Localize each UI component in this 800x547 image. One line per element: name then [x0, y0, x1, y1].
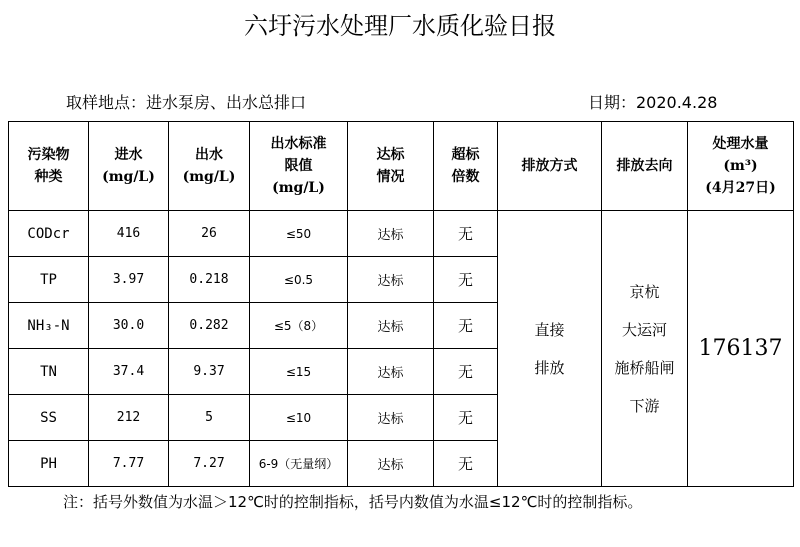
header-pollutant: 污染物 种类 [9, 122, 89, 211]
header-status: 达标 情况 [348, 122, 434, 211]
report-date: 日期：2020.4.28 [588, 93, 718, 112]
header-row [9, 122, 794, 211]
pollutant-cell: TP [9, 257, 89, 303]
header-volume: 处理水量 (m³) (4月27日) [688, 122, 794, 211]
influent-cell: 7.77 [89, 441, 169, 487]
footnote: 注：括号外数值为水温＞12℃时的控制指标，括号内数值为水温≤12℃时的控制指标。 [63, 493, 643, 511]
status-cell: 达标 [348, 395, 434, 441]
effluent-cell: 5 [169, 395, 250, 441]
influent-cell: 416 [89, 211, 169, 257]
water-quality-table [8, 121, 794, 487]
exceed-cell: 无 [434, 257, 498, 303]
header-effluent: 出水 (mg/L) [169, 122, 250, 211]
pollutant-cell: TN [9, 349, 89, 395]
pollutant-cell: CODcr [9, 211, 89, 257]
discharge-method-cell: 直接 排放 [498, 211, 602, 487]
treated-volume-cell: 176137 [688, 211, 794, 487]
status-cell: 达标 [348, 441, 434, 487]
exceed-cell: 无 [434, 349, 498, 395]
effluent-cell: 7.27 [169, 441, 250, 487]
header-method: 排放方式 [498, 122, 602, 211]
effluent-cell: 0.282 [169, 303, 250, 349]
effluent-cell: 0.218 [169, 257, 250, 303]
standard-cell: ≤5（8） [250, 303, 348, 349]
status-cell: 达标 [348, 257, 434, 303]
influent-cell: 212 [89, 395, 169, 441]
status-cell: 达标 [348, 349, 434, 395]
pollutant-cell: PH [9, 441, 89, 487]
header-destination: 排放去向 [602, 122, 688, 211]
exceed-cell: 无 [434, 211, 498, 257]
status-cell: 达标 [348, 303, 434, 349]
discharge-destination-cell: 京杭 大运河 施桥船闸 下游 [602, 211, 688, 487]
pollutant-cell: NH₃-N [9, 303, 89, 349]
pollutant-cell: SS [9, 395, 89, 441]
status-cell: 达标 [348, 211, 434, 257]
header-standard: 出水标准 限值 (mg/L) [250, 122, 348, 211]
standard-cell: ≤0.5 [250, 257, 348, 303]
influent-cell: 30.0 [89, 303, 169, 349]
standard-cell: 6-9（无量纲） [250, 441, 348, 487]
exceed-cell: 无 [434, 441, 498, 487]
sampling-points: 取样地点：进水泵房、出水总排口 [66, 93, 307, 112]
effluent-cell: 9.37 [169, 349, 250, 395]
influent-cell: 3.97 [89, 257, 169, 303]
standard-cell: ≤50 [250, 211, 348, 257]
header-exceed: 超标 倍数 [434, 122, 498, 211]
standard-cell: ≤10 [250, 395, 348, 441]
report-title: 六圩污水处理厂水质化验日报 [244, 12, 556, 40]
exceed-cell: 无 [434, 303, 498, 349]
table-row [9, 211, 794, 257]
exceed-cell: 无 [434, 395, 498, 441]
standard-cell: ≤15 [250, 349, 348, 395]
influent-cell: 37.4 [89, 349, 169, 395]
effluent-cell: 26 [169, 211, 250, 257]
header-influent: 进水 (mg/L) [89, 122, 169, 211]
